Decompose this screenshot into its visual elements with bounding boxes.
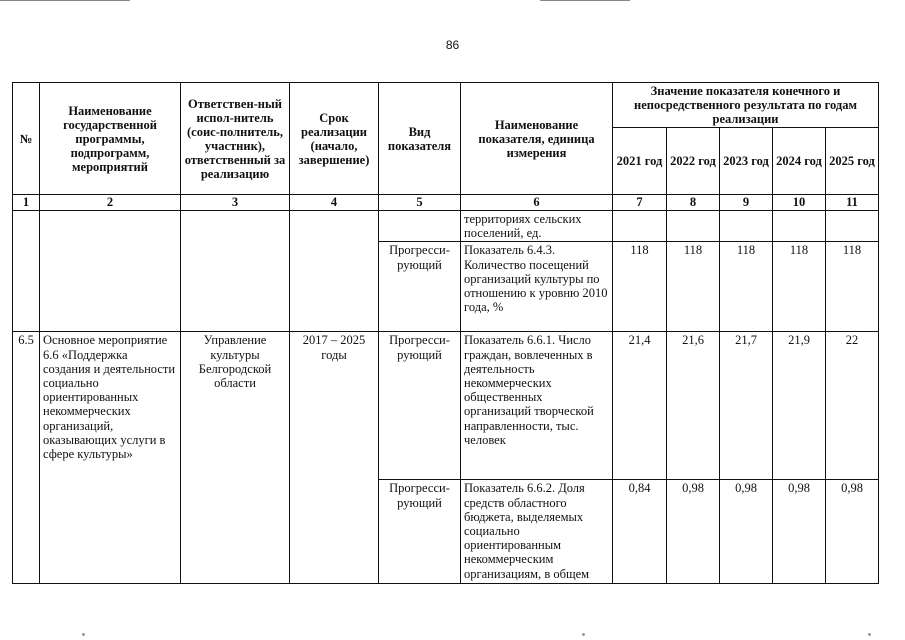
cell-value: 0,98	[773, 480, 826, 584]
cell-value: 118	[720, 242, 773, 332]
column-number: 10	[773, 195, 826, 211]
cell-indicator: территориях сельских поселений, ед.	[461, 211, 613, 242]
table-row	[13, 332, 879, 480]
header-values: Значение показателя конечного и непосредственного результата по годам реализации	[613, 83, 879, 128]
cell-value	[773, 211, 826, 242]
cell-value: 21,4	[613, 332, 667, 480]
column-number: 7	[613, 195, 667, 211]
cell-indicator: Показатель 6.6.1. Число граждан, вовлеченных в деятельность некоммерческих общественных организаций творческой направленности, тыс. человек	[461, 332, 613, 480]
cell-value	[826, 211, 879, 242]
cell-no	[13, 211, 40, 332]
cell-period	[290, 211, 379, 332]
cell-value: 21,7	[720, 332, 773, 480]
column-number: 4	[290, 195, 379, 211]
cell-value	[613, 211, 667, 242]
cell-type: Прогресси-рующий	[379, 480, 461, 584]
header-type: Вид показателя	[379, 83, 461, 195]
header-year: 2024 год	[773, 128, 826, 195]
cell-value: 118	[773, 242, 826, 332]
cell-indicator: Показатель 6.6.2. Доля средств областного бюджета, выделяемых социально ориентированным некоммерческим организациям, в общем	[461, 480, 613, 584]
cell-value: 118	[826, 242, 879, 332]
cell-value: 21,6	[667, 332, 720, 480]
cell-value: 0,98	[667, 480, 720, 584]
cell-value	[667, 211, 720, 242]
scan-speck	[582, 633, 585, 636]
column-number: 5	[379, 195, 461, 211]
cell-type	[379, 211, 461, 242]
cell-value: 118	[613, 242, 667, 332]
column-number: 6	[461, 195, 613, 211]
cell-indicator: Показатель 6.4.3. Количество посещений организаций культуры по отношению к уровню 2010 года, %	[461, 242, 613, 332]
column-number: 1	[13, 195, 40, 211]
cell-value: 0,98	[826, 480, 879, 584]
indicator-table	[12, 82, 879, 584]
header-year: 2025 год	[826, 128, 879, 195]
header-no: №	[13, 83, 40, 195]
column-number: 11	[826, 195, 879, 211]
cell-period: 2017 – 2025 годы	[290, 332, 379, 584]
header-year: 2022 год	[667, 128, 720, 195]
cell-value: 22	[826, 332, 879, 480]
cell-value: 118	[667, 242, 720, 332]
cell-no: 6.5	[13, 332, 40, 584]
cell-value: 0,84	[613, 480, 667, 584]
scan-edge-line	[540, 0, 630, 1]
header-year: 2021 год	[613, 128, 667, 195]
cell-program: Основное мероприятие 6.6 «Поддержка создания и деятельности социально ориентированных некоммерческих организаций, оказывающих услуги в сфере культуры»	[40, 332, 181, 584]
cell-responsible	[181, 211, 290, 332]
cell-program	[40, 211, 181, 332]
scan-speck	[868, 633, 871, 636]
header-year: 2023 год	[720, 128, 773, 195]
scan-speck	[82, 633, 85, 636]
header-responsible: Ответствен-ный испол-нитель (соис-полнитель, участник), ответственный за реализацию	[181, 83, 290, 195]
column-number: 2	[40, 195, 181, 211]
table-row	[13, 211, 879, 242]
cell-value	[720, 211, 773, 242]
column-number: 3	[181, 195, 290, 211]
header-program: Наименование государственной программы, подпрограмм, мероприятий	[40, 83, 181, 195]
cell-type: Прогресси-рующий	[379, 242, 461, 332]
page-number: 86	[445, 38, 460, 52]
column-number: 9	[720, 195, 773, 211]
column-number: 8	[667, 195, 720, 211]
column-number-row	[13, 195, 879, 211]
cell-responsible: Управление культуры Белгородской области	[181, 332, 290, 584]
cell-value: 21,9	[773, 332, 826, 480]
cell-type: Прогресси-рующий	[379, 332, 461, 480]
header-indicator: Наименование показателя, единица измерения	[461, 83, 613, 195]
scan-edge-line	[0, 0, 130, 1]
header-period: Срок реализации (начало, завершение)	[290, 83, 379, 195]
cell-value: 0,98	[720, 480, 773, 584]
